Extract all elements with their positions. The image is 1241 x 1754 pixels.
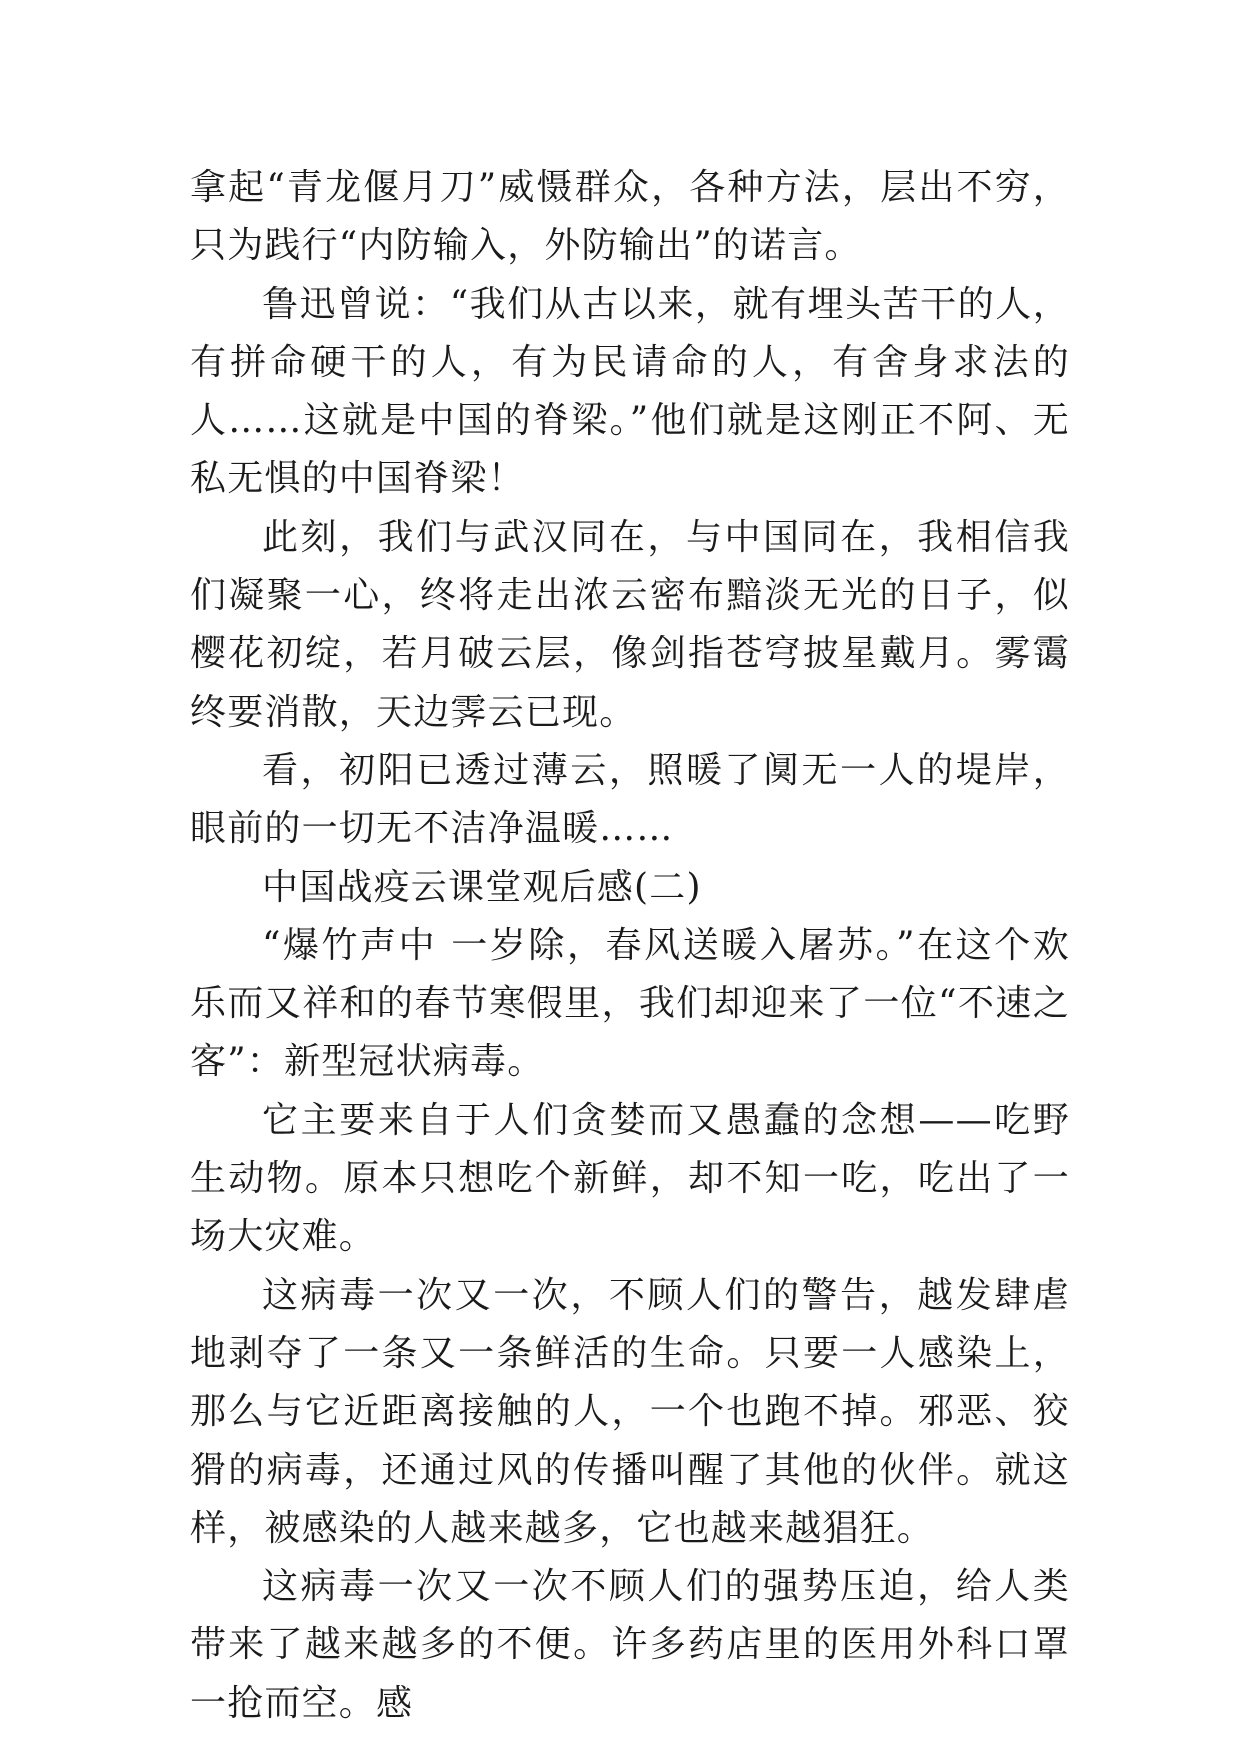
paragraph: 它主要来自于人们贪婪而又愚蠢的念想——吃野生动物。原本只想吃个新鲜，却不知一吃，吃出了一场大灾难。 [190, 1099, 1070, 1258]
document-body [190, 159, 1070, 1733]
paragraph: “爆竹声中 一岁除，春风送暖入屠苏。”在这个欢乐而又祥和的春节寒假里，我们却迎来了一位“不速之客”：新型冠状病毒。 [190, 924, 1070, 1083]
paragraph: 拿起“青龙偃月刀”威慑群众，各种方法，层出不穷，只为践行“内防输入，外防输出”的诺言。 [190, 167, 1070, 267]
paragraph: 鲁迅曾说：“我们从古以来，就有埋头苦干的人，有拼命硬干的人，有为民请命的人，有舍身求法的人……这就是中国的脊梁。”他们就是这刚正不阿、无私无惧的中国脊梁！ [190, 283, 1070, 500]
paragraph: 这病毒一次又一次不顾人们的强势压迫，给人类带来了越来越多的不便。许多药店里的医用外科口罩一抢而空。感 [190, 1566, 1070, 1724]
paragraph: 看，初阳已透过薄云，照暖了阒无一人的堤岸，眼前的一切无不洁净温暖…… [190, 749, 1070, 850]
paragraph: 此刻，我们与武汉同在，与中国同在，我相信我们凝聚一心，终将走出浓云密布黯淡无光的日子，似樱花初绽，若月破云层，像剑指苍穹披星戴月。雾霭终要消散，天边霁云已现。 [190, 516, 1070, 733]
section-heading: 中国战疫云课堂观后感(二) [262, 866, 702, 908]
paragraph: 这病毒一次又一次，不顾人们的警告，越发肆虐地剥夺了一条又一条鲜活的生命。只要一人感染上，那么与它近距离接触的人，一个也跑不掉。邪恶、狡猾的病毒，还通过风的传播叫醒了其他的伙伴。就这样，被感染的人越来越多，它也越来越猖狂。 [190, 1274, 1070, 1549]
